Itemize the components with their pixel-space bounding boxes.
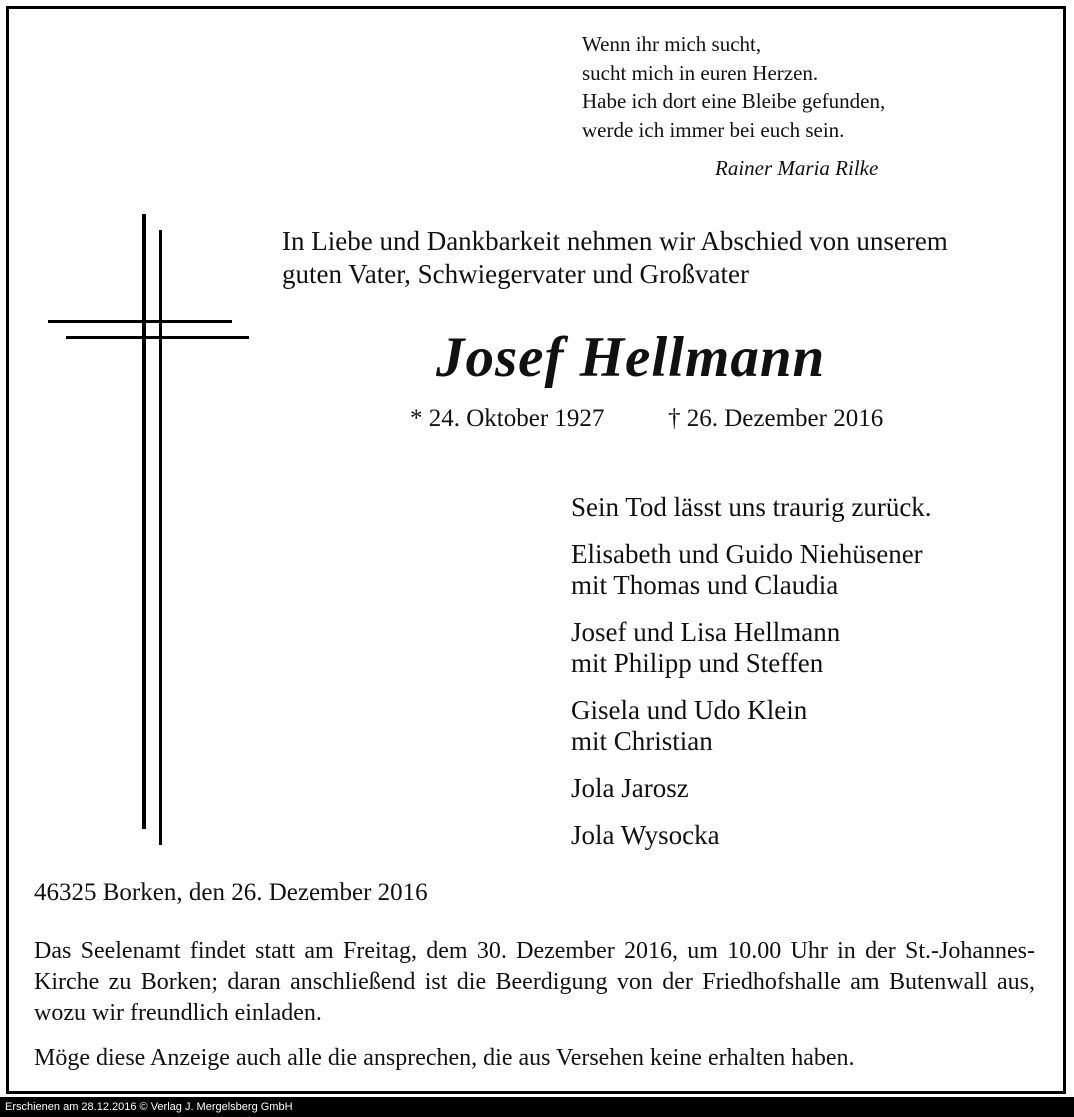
deceased-name: Josef Hellmann bbox=[436, 326, 826, 389]
mourner-line: mit Thomas und Claudia bbox=[571, 570, 839, 600]
service-announcement: Das Seelenamt findet statt am Freitag, dem 30. Dezember 2016, um 10.00 Uhr in der St.-Johannes-Kirche zu Borken; daran anschließend ist die Beerdigung von der Friedhofshalle am Butenwall aus, wozu wir freundlich einladen. bbox=[34, 938, 1035, 1026]
death-date: † 26. Dezember 2016 bbox=[668, 405, 884, 432]
place-date: 46325 Borken, den 26. Dezember 2016 bbox=[34, 879, 428, 906]
poem bbox=[582, 30, 885, 144]
poem-line: Wenn ihr mich sucht, bbox=[582, 32, 762, 56]
mourners-lead: Sein Tod lässt uns traurig zurück. bbox=[571, 492, 932, 522]
mourner-line: mit Philipp und Steffen bbox=[571, 648, 824, 678]
poem-line: werde ich immer bei euch sein. bbox=[582, 117, 845, 142]
mourner-group bbox=[571, 820, 932, 851]
poem-line: sucht mich in euren Herzen. bbox=[582, 60, 819, 85]
intro-text bbox=[282, 225, 948, 291]
mourner-line: Jola Jarosz bbox=[571, 773, 689, 803]
mourners-list bbox=[571, 492, 932, 867]
mourner-group bbox=[571, 539, 932, 601]
mourner-line: Gisela und Udo Klein bbox=[571, 695, 808, 725]
intro-line: In Liebe und Dankbarkeit nehmen wir Abschied von unserem bbox=[282, 226, 948, 256]
poem-author: Rainer Maria Rilke bbox=[715, 156, 879, 180]
mourner-line: Josef und Lisa Hellmann bbox=[571, 617, 841, 647]
publication-footer: Erschienen am 28.12.2016 © Verlag J. Mergelsberg GmbH bbox=[0, 1097, 1074, 1117]
mourner-line: mit Christian bbox=[571, 726, 713, 756]
intro-line: guten Vater, Schwiegervater und Großvater bbox=[282, 259, 750, 289]
mourner-line: Elisabeth und Guido Niehüsener bbox=[571, 539, 923, 569]
mourner-group bbox=[571, 695, 932, 757]
mourner-group bbox=[571, 773, 932, 804]
mourner-line: Jola Wysocka bbox=[571, 820, 720, 850]
closing-note: Möge diese Anzeige auch alle die ansprechen, die aus Versehen keine erhalten haben. bbox=[34, 1045, 855, 1071]
birth-date: * 24. Oktober 1927 bbox=[410, 405, 605, 432]
mourner-group bbox=[571, 617, 932, 679]
poem-line: Habe ich dort eine Bleibe gefunden, bbox=[582, 89, 886, 113]
